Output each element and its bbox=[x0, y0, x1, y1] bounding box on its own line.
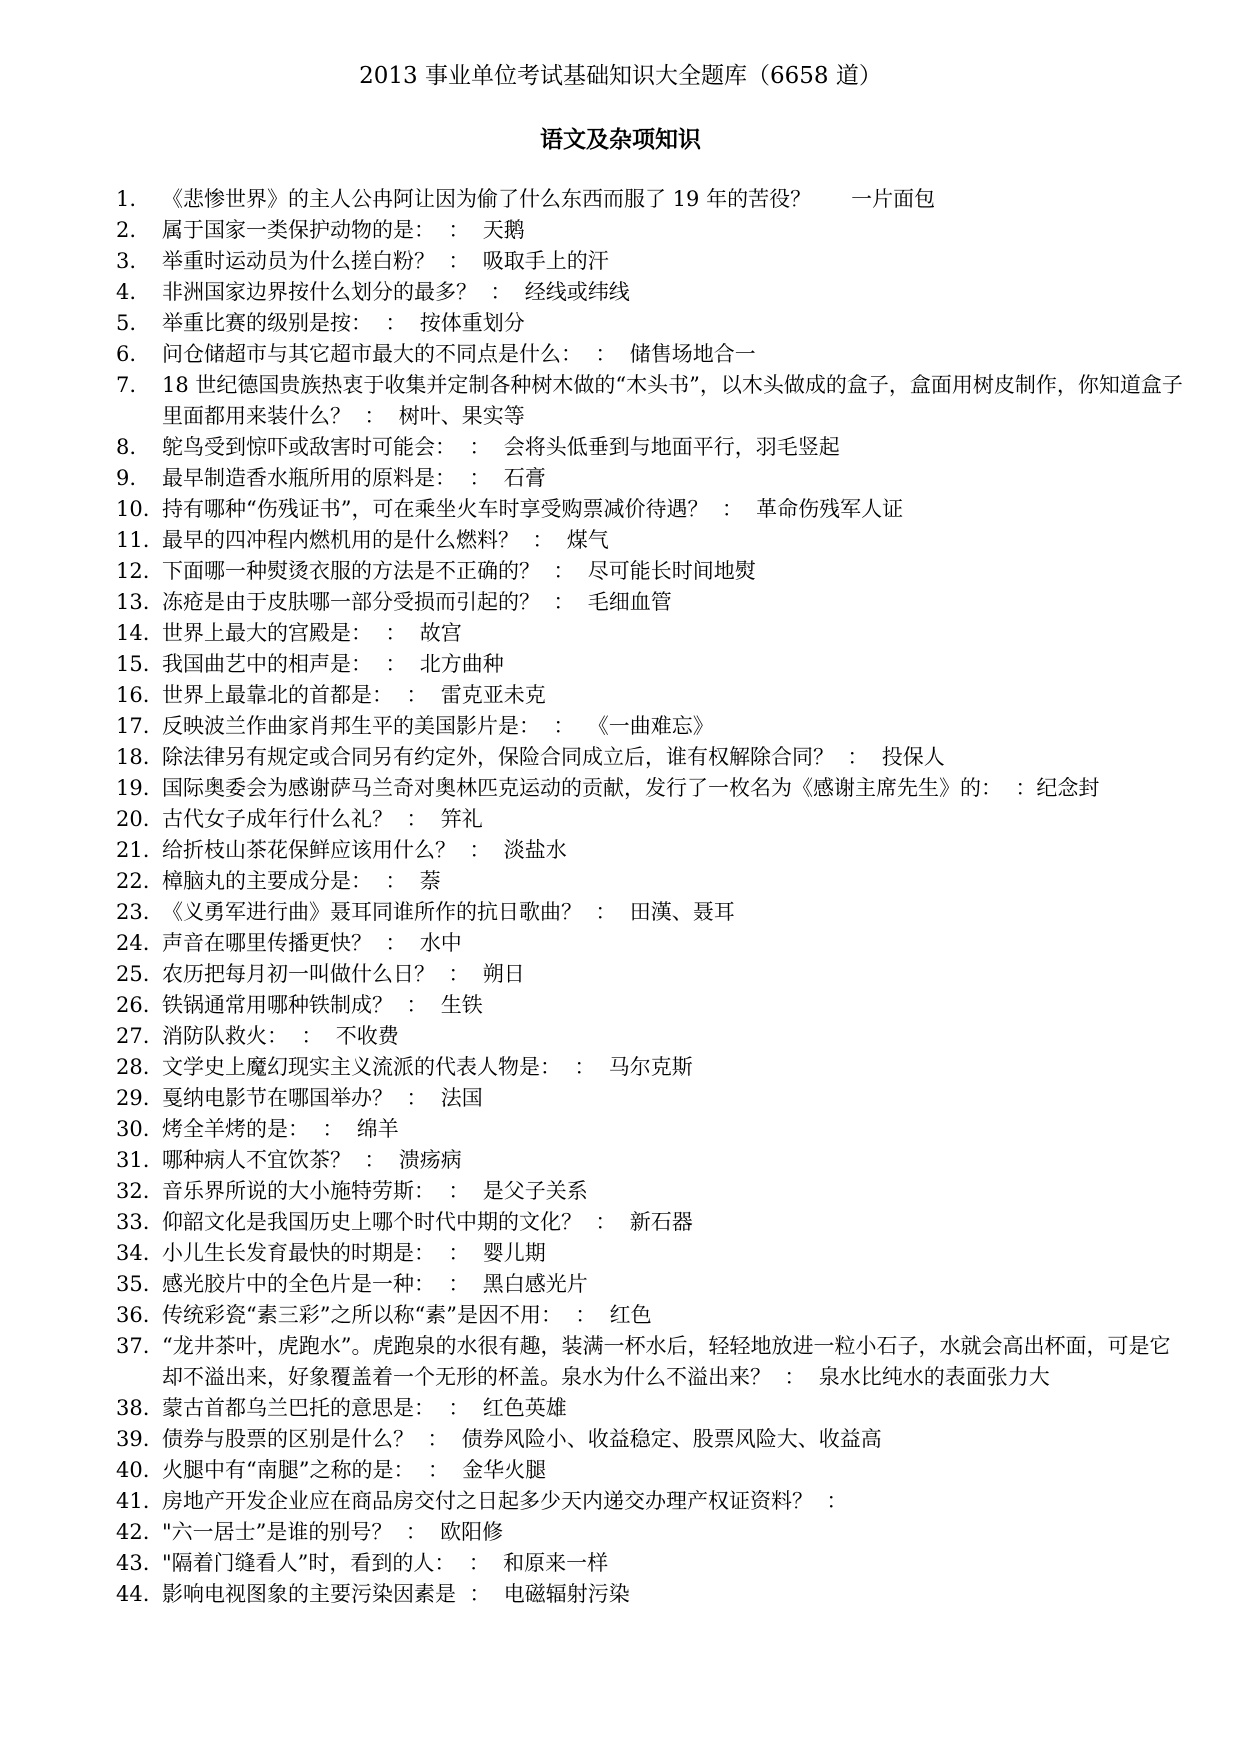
question-number: 14. bbox=[116, 621, 150, 645]
list-item bbox=[116, 370, 1186, 432]
list-item bbox=[116, 277, 1186, 308]
question-text: 仰韶文化是我国历史上哪个时代中期的文化？ ： 新石器 bbox=[162, 1210, 693, 1234]
list-item bbox=[116, 990, 1186, 1021]
question-text: 戛纳电影节在哪国举办？ ： 法国 bbox=[162, 1086, 483, 1110]
question-text: 反映波兰作曲家肖邦生平的美国影片是： ： 《一曲难忘》 bbox=[162, 714, 714, 738]
question-number: 17. bbox=[116, 714, 150, 738]
list-item bbox=[116, 1517, 1186, 1548]
list-item bbox=[116, 1145, 1186, 1176]
question-number: 10. bbox=[116, 497, 150, 521]
question-number: 42. bbox=[116, 1520, 150, 1544]
question-text: "六一居士”是谁的别号？ ： 欧阳修 bbox=[162, 1520, 504, 1544]
question-number: 12. bbox=[116, 559, 150, 583]
question-number: 35. bbox=[116, 1272, 150, 1296]
question-number: 41. bbox=[116, 1489, 150, 1513]
list-item bbox=[116, 1238, 1186, 1269]
list-item bbox=[116, 246, 1186, 277]
list-item bbox=[116, 835, 1186, 866]
question-text: 非洲国家边界按什么划分的最多？ ： 经线或纬线 bbox=[162, 280, 630, 304]
question-text: 最早制造香水瓶所用的原料是： ： 石膏 bbox=[162, 466, 546, 490]
question-number: 36. bbox=[116, 1303, 150, 1327]
question-number: 33. bbox=[116, 1210, 150, 1234]
list-item bbox=[116, 308, 1186, 339]
question-number: 18. bbox=[116, 745, 150, 769]
question-number: 39. bbox=[116, 1427, 150, 1451]
question-text: 感光胶片中的全色片是一种： ： 黑白感光片 bbox=[162, 1272, 588, 1296]
list-item bbox=[116, 1176, 1186, 1207]
question-text: "隔着门缝看人”时，看到的人： ： 和原来一样 bbox=[162, 1551, 609, 1575]
question-number: 30. bbox=[116, 1117, 150, 1141]
list-item bbox=[116, 432, 1186, 463]
list-item bbox=[116, 742, 1186, 773]
list-item bbox=[116, 494, 1186, 525]
question-number: 16. bbox=[116, 683, 150, 707]
question-number: 26. bbox=[116, 993, 150, 1017]
list-item bbox=[116, 339, 1186, 370]
question-text: 哪种病人不宜饮茶？ ： 溃疡病 bbox=[162, 1148, 462, 1172]
question-number: 3. bbox=[116, 249, 137, 273]
question-text: 烤全羊烤的是： ： 绵羊 bbox=[162, 1117, 399, 1141]
list-item bbox=[116, 711, 1186, 742]
question-list bbox=[116, 184, 1186, 1610]
question-number: 24. bbox=[116, 931, 150, 955]
question-number: 22. bbox=[116, 869, 150, 893]
question-text: 《义勇军进行曲》聂耳同谁所作的抗日歌曲？ ： 田漢、聂耳 bbox=[162, 900, 735, 924]
document-title: 2013 事业单位考试基础知识大全题库（6658 道） bbox=[359, 63, 882, 89]
question-number: 1. bbox=[116, 187, 137, 211]
list-item bbox=[116, 1331, 1186, 1393]
question-text: 持有哪种“伤残证书”，可在乘坐火车时享受购票减价待遇？ ： 革命伤残军人证 bbox=[162, 497, 904, 521]
question-text: 音乐界所说的大小施特劳斯： ： 是父子关系 bbox=[162, 1179, 588, 1203]
question-text: 铁锅通常用哪种铁制成？ ： 生铁 bbox=[162, 993, 483, 1017]
question-text: 我国曲艺中的相声是： ： 北方曲种 bbox=[162, 652, 504, 676]
list-item bbox=[116, 928, 1186, 959]
question-number: 40. bbox=[116, 1458, 150, 1482]
question-text: 下面哪一种熨烫衣服的方法是不正确的？ ： 尽可能长时间地熨 bbox=[162, 559, 756, 583]
question-text: 消防队救火： ： 不收费 bbox=[162, 1024, 399, 1048]
question-number: 7. bbox=[116, 373, 137, 397]
question-text: 火腿中有“南腿”之称的是： ： 金华火腿 bbox=[162, 1458, 547, 1482]
question-text: 世界上最大的宫殿是： ： 故宫 bbox=[162, 621, 462, 645]
list-item bbox=[116, 1300, 1186, 1331]
list-item bbox=[116, 897, 1186, 928]
question-text: 文学史上魔幻现实主义流派的代表人物是： ： 马尔克斯 bbox=[162, 1055, 693, 1079]
question-number: 37. bbox=[116, 1334, 150, 1358]
question-text: 给折枝山茶花保鲜应该用什么？ ： 淡盐水 bbox=[162, 838, 567, 862]
question-number: 4. bbox=[116, 280, 137, 304]
question-text: 古代女子成年行什么礼？ ： 笄礼 bbox=[162, 807, 483, 831]
question-text: 农历把每月初一叫做什么日？ ： 朔日 bbox=[162, 962, 525, 986]
question-number: 11. bbox=[116, 528, 150, 552]
list-item bbox=[116, 1548, 1186, 1579]
list-item bbox=[116, 556, 1186, 587]
question-number: 43. bbox=[116, 1551, 150, 1575]
question-number: 5. bbox=[116, 311, 137, 335]
question-text: 房地产开发企业应在商品房交付之日起多少天内递交办理产权证资料？ ： bbox=[162, 1489, 848, 1513]
question-text: 世界上最靠北的首都是： ： 雷克亚未克 bbox=[162, 683, 546, 707]
list-item bbox=[116, 1021, 1186, 1052]
question-text: 《悲惨世界》的主人公冉阿让因为偷了什么东西而服了 19 年的苦役？ 一片面包 bbox=[162, 187, 936, 211]
list-item bbox=[116, 525, 1186, 556]
list-item bbox=[116, 618, 1186, 649]
question-number: 13. bbox=[116, 590, 150, 614]
question-text: 问仓储超市与其它超市最大的不同点是什么： ： 储售场地合一 bbox=[162, 342, 756, 366]
question-text: 国际奥委会为感谢萨马兰奇对奥林匹克运动的贡献，发行了一枚名为《感谢主席先生》的： ：纪念封 bbox=[162, 776, 1100, 800]
list-item bbox=[116, 1393, 1186, 1424]
question-number: 21. bbox=[116, 838, 150, 862]
question-text: “龙井茶叶，虎跑水”。虎跑泉的水很有趣，装满一杯水后，轻轻地放进一粒小石子，水就会高出杯面，可是它却不溢出来，好象覆盖着一个无形的杯盖。泉水为什么不溢出来？ ： 泉水比纯水的表面张力大 bbox=[162, 1334, 1171, 1389]
list-item bbox=[116, 587, 1186, 618]
question-text: 鸵鸟受到惊吓或敌害时可能会： ： 会将头低垂到与地面平行，羽毛竖起 bbox=[162, 435, 840, 459]
question-text: 小儿生长发育最快的时期是： ： 婴儿期 bbox=[162, 1241, 546, 1265]
list-item bbox=[116, 1114, 1186, 1145]
list-item bbox=[116, 866, 1186, 897]
question-number: 29. bbox=[116, 1086, 150, 1110]
question-text: 蒙古首都乌兰巴托的意思是： ： 红色英雄 bbox=[162, 1396, 567, 1420]
question-number: 28. bbox=[116, 1055, 150, 1079]
list-item bbox=[116, 1207, 1186, 1238]
question-text: 除法律另有规定或合同另有约定外，保险合同成立后，谁有权解除合同？ ： 投保人 bbox=[162, 745, 945, 769]
question-number: 6. bbox=[116, 342, 137, 366]
question-text: 樟脑丸的主要成分是： ： 萘 bbox=[162, 869, 441, 893]
list-item bbox=[116, 959, 1186, 990]
question-number: 15. bbox=[116, 652, 150, 676]
list-item bbox=[116, 773, 1186, 804]
list-item bbox=[116, 649, 1186, 680]
list-item bbox=[116, 215, 1186, 246]
question-number: 19. bbox=[116, 776, 150, 800]
list-item bbox=[116, 1269, 1186, 1300]
list-item bbox=[116, 1052, 1186, 1083]
list-item bbox=[116, 463, 1186, 494]
list-item bbox=[116, 680, 1186, 711]
list-item bbox=[116, 1424, 1186, 1455]
question-number: 44. bbox=[116, 1582, 150, 1606]
list-item bbox=[116, 1486, 1186, 1517]
question-number: 9. bbox=[116, 466, 137, 490]
list-item bbox=[116, 1579, 1186, 1610]
question-number: 34. bbox=[116, 1241, 150, 1265]
question-text: 债券与股票的区别是什么？ ： 债券风险小、收益稳定、股票风险大、收益高 bbox=[162, 1427, 882, 1451]
question-number: 38. bbox=[116, 1396, 150, 1420]
list-item bbox=[116, 804, 1186, 835]
list-item bbox=[116, 184, 1186, 215]
question-number: 32. bbox=[116, 1179, 150, 1203]
question-text: 影响电视图象的主要污染因素是 ： 电磁辐射污染 bbox=[162, 1582, 630, 1606]
list-item bbox=[116, 1083, 1186, 1114]
question-text: 声音在哪里传播更快？ ： 水中 bbox=[162, 931, 462, 955]
question-number: 27. bbox=[116, 1024, 150, 1048]
question-text: 冻疮是由于皮肤哪一部分受损而引起的？ ： 毛细血管 bbox=[162, 590, 672, 614]
list-item bbox=[116, 1455, 1186, 1486]
question-number: 8. bbox=[116, 435, 137, 459]
question-number: 31. bbox=[116, 1148, 150, 1172]
question-number: 20. bbox=[116, 807, 150, 831]
question-number: 25. bbox=[116, 962, 150, 986]
question-text: 举重时运动员为什么搓白粉？ ： 吸取手上的汗 bbox=[162, 249, 609, 273]
question-text: 最早的四冲程内燃机用的是什么燃料？ ： 煤气 bbox=[162, 528, 609, 552]
question-text: 属于国家一类保护动物的是： ： 天鹅 bbox=[162, 218, 525, 242]
question-number: 2. bbox=[116, 218, 137, 242]
question-text: 18 世纪德国贵族热衷于收集并定制各种树木做的“木头书”，以木头做成的盒子，盒面用树皮制作，你知道盒子里面都用来装什么？ ： 树叶、果实等 bbox=[162, 373, 1183, 428]
question-text: 举重比赛的级别是按： ： 按体重划分 bbox=[162, 311, 525, 335]
section-title: 语文及杂项知识 bbox=[540, 126, 701, 153]
question-text: 传统彩瓷“素三彩”之所以称“素”是因不用： ： 红色 bbox=[162, 1303, 652, 1327]
question-number: 23. bbox=[116, 900, 150, 924]
